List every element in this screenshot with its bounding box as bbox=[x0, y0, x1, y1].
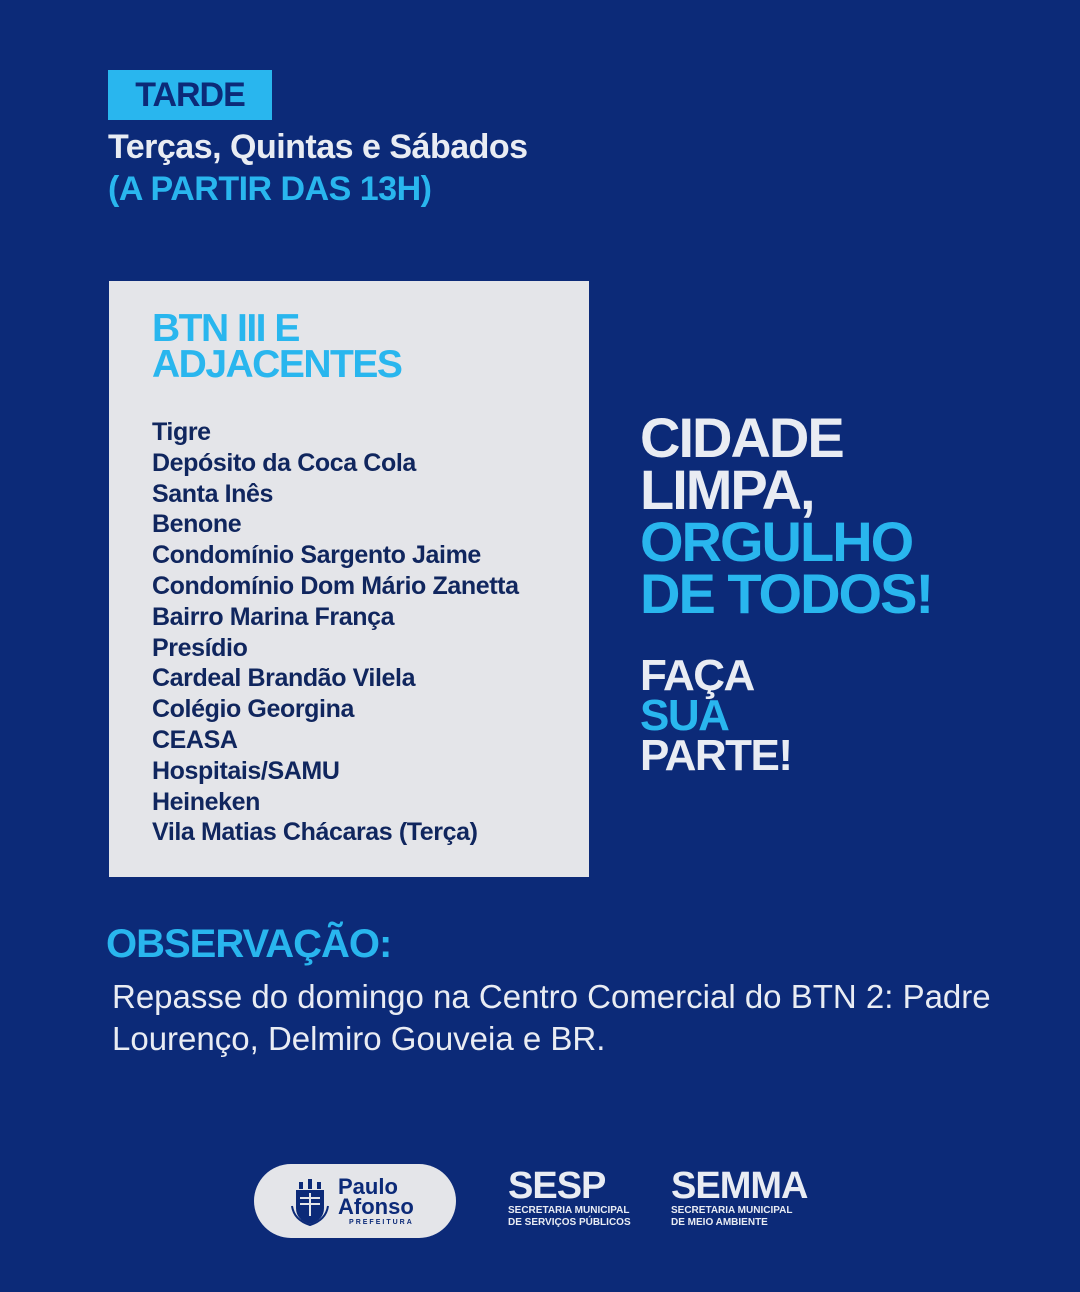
semma-name: SEMMA bbox=[671, 1165, 808, 1207]
semma-logo bbox=[671, 1165, 808, 1228]
list-item: Bairro Marina França bbox=[152, 602, 395, 631]
days-text: Terças, Quintas e Sábados bbox=[108, 128, 528, 166]
sesp-sub1: SECRETARIA MUNICIPAL bbox=[508, 1205, 630, 1216]
slogan-line4: DE TODOS! bbox=[640, 562, 933, 625]
period-tag: TARDE bbox=[108, 70, 272, 120]
call-to-action bbox=[640, 651, 792, 780]
list-item: Presídio bbox=[152, 633, 248, 662]
semma-sub1: SECRETARIA MUNICIPAL bbox=[671, 1205, 793, 1216]
list-item: Condomínio Sargento Jaime bbox=[152, 541, 481, 570]
cta-line2: SUA bbox=[640, 691, 729, 740]
list-item: Vila Matias Chácaras (Terça) bbox=[152, 818, 478, 847]
slogan-line3: ORGULHO bbox=[640, 510, 913, 573]
slogan bbox=[640, 406, 933, 625]
slogan-line1: CIDADE bbox=[640, 406, 843, 469]
observation-text: Repasse do domingo na Centro Comercial do BTN 2: Padre Lourenço, Delmiro Gouveia e BR. bbox=[112, 978, 991, 1057]
list-item: Tigre bbox=[152, 418, 211, 446]
observation-title: OBSERVAÇÃO: bbox=[106, 922, 392, 966]
crest-icon bbox=[290, 1176, 330, 1226]
city-name-line1: Paulo bbox=[338, 1173, 398, 1199]
list-item: Heineken bbox=[152, 787, 260, 816]
sesp-logo bbox=[508, 1165, 631, 1228]
list-item: Santa Inês bbox=[152, 479, 274, 508]
semma-sub2: DE MEIO AMBIENTE bbox=[671, 1217, 768, 1228]
list-item: Condomínio Dom Mário Zanetta bbox=[152, 571, 519, 600]
sesp-sub2: DE SERVIÇOS PÚBLICOS bbox=[508, 1217, 631, 1228]
list-item: Depósito da Coca Cola bbox=[152, 448, 416, 477]
list-item: CEASA bbox=[152, 725, 238, 754]
card-title-line1: BTN III E bbox=[152, 307, 299, 350]
cta-line3: PARTE! bbox=[640, 731, 792, 780]
sesp-name: SESP bbox=[508, 1165, 606, 1207]
neighborhood-list bbox=[152, 417, 519, 848]
city-subtitle: PREFEITURA bbox=[349, 1218, 414, 1226]
slogan-line2: LIMPA, bbox=[640, 458, 814, 521]
card-title-line2: ADJACENTES bbox=[152, 343, 402, 386]
list-item: Colégio Georgina bbox=[152, 695, 354, 724]
city-name-line2: Afonso bbox=[338, 1193, 414, 1219]
neighborhood-card bbox=[109, 281, 589, 877]
card-title bbox=[152, 307, 402, 386]
cta-line1: FAÇA bbox=[640, 651, 754, 700]
time-text: (A PARTIR DAS 13H) bbox=[108, 170, 432, 208]
list-item: Hospitais/SAMU bbox=[152, 756, 340, 785]
list-item: Benone bbox=[152, 510, 242, 539]
list-item: Cardeal Brandão Vilela bbox=[152, 664, 416, 693]
city-logo bbox=[254, 1164, 456, 1238]
